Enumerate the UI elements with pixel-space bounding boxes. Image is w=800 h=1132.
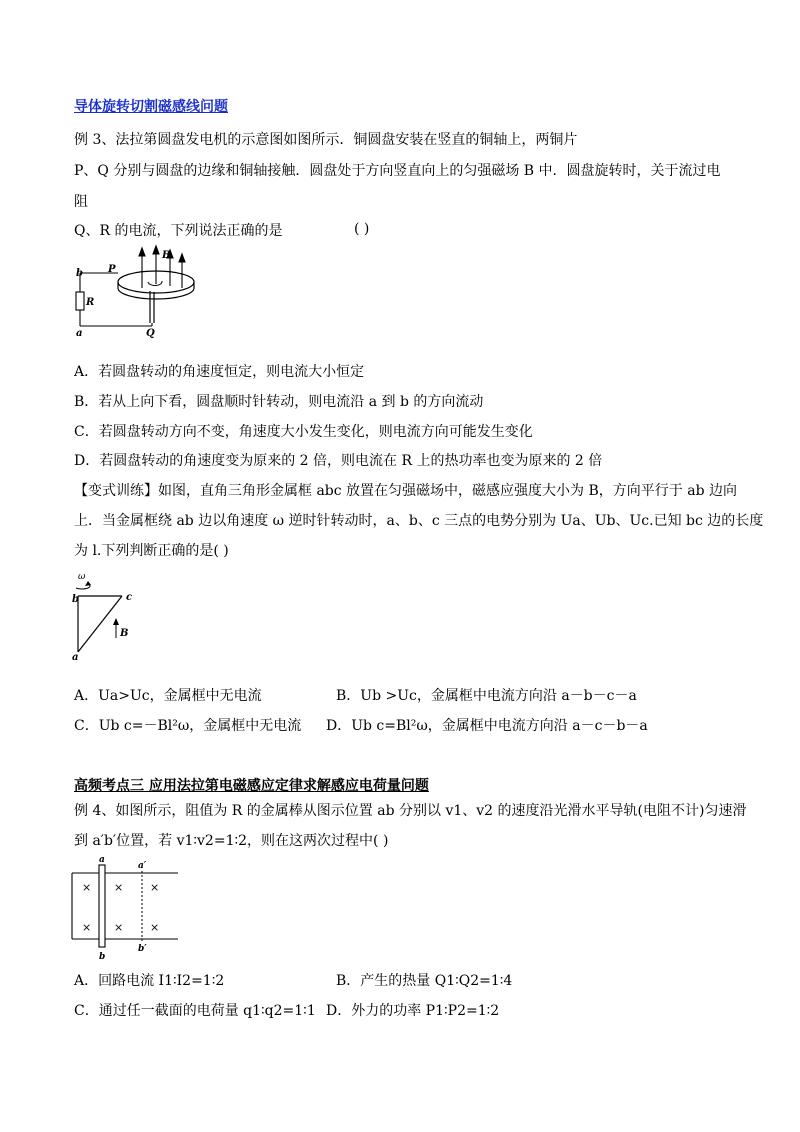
- label-omega: ω: [78, 572, 86, 582]
- variant-option-d[interactable]: D．Ub c=Bl²ω，金属框中电流方向沿 a－c－b－a: [326, 718, 648, 734]
- label-R: R: [86, 297, 95, 308]
- variant-option-a[interactable]: A．Ua>Uc，金属框中无电流: [74, 688, 262, 704]
- label-a: a: [76, 328, 83, 339]
- label-rail-b-prime: b′: [138, 944, 147, 954]
- variant-line1: 【变式训练】如图，直角三角形金属框 abc 放置在匀强磁场中，磁感应强度大小为 B，方向平行于 ab 边向: [74, 483, 737, 499]
- rail-figure: [70, 853, 185, 963]
- ex3-line1: 例 3、法拉第圆盘发电机的示意图如图所示．铜圆盘安装在竖直的铜轴上，两铜片: [74, 132, 578, 148]
- variant-option-b[interactable]: B．Ub >Uc，金属框中电流方向沿 a－b－c－a: [336, 688, 637, 704]
- triangle-frame-figure: [70, 570, 140, 662]
- ex3-line3: 阻: [74, 194, 88, 210]
- variant-option-c[interactable]: C．Ub c=－Bl²ω，金属框中无电流: [74, 718, 302, 734]
- ex4-option-c[interactable]: C．通过任一截面的电荷量 q1∶q2=1∶1: [74, 1003, 316, 1019]
- ex3-option-d[interactable]: D．若圆盘转动的角速度变为原来的 2 倍，则电流在 R 上的热功率也变为原来的 2 倍: [74, 453, 603, 469]
- label-tri-B: B: [120, 628, 129, 639]
- ex4-option-d[interactable]: D．外力的功率 P1∶P2=1∶2: [326, 1003, 500, 1019]
- label-B: B: [162, 250, 171, 261]
- ex3-option-a[interactable]: A．若圆盘转动的角速度恒定，则电流大小恒定: [74, 364, 365, 380]
- label-rail-a-prime: a′: [138, 861, 147, 871]
- variant-line3: 为 l.下列判断正确的是( ): [74, 543, 229, 559]
- variant-line2: 上．当金属框绕 ab 边以角速度 ω 逆时针转动时，a、b、c 三点的电势分别为 Ua、Ub、Uc.已知 bc 边的长度: [74, 513, 764, 529]
- label-rail-b: b: [99, 952, 106, 962]
- ex4-option-a[interactable]: A．回路电流 I1∶I2=1∶2: [74, 973, 225, 989]
- label-tri-c: c: [126, 592, 133, 603]
- field-crosses: [82, 881, 159, 934]
- label-rail-a: a: [99, 855, 105, 865]
- cross-3: ×: [150, 881, 160, 894]
- ex3-line2: P、Q 分别与圆盘的边缘和铜轴接触．圆盘处于方向竖直向上的匀强磁场 B 中．圆盘旋转时，关于流过电: [74, 163, 721, 179]
- cross-2: ×: [114, 881, 124, 894]
- cross-6: ×: [150, 921, 160, 934]
- cross-5: ×: [114, 921, 124, 934]
- label-P: P: [108, 264, 116, 275]
- section-heading-rotation[interactable]: 导体旋转切割磁感线问题: [74, 99, 228, 115]
- cross-4: ×: [82, 921, 92, 934]
- ex3-answer-paren: ( ): [354, 221, 370, 237]
- label-Q: Q: [146, 328, 155, 339]
- cross-1: ×: [82, 881, 92, 894]
- ex4-line1: 例 4、如图所示，阻值为 R 的金属棒从图示位置 ab 分别以 v1、v2 的速度沿光滑水平导轨(电阻不计)匀速滑: [74, 803, 747, 819]
- ex3-option-c[interactable]: C．若圆盘转动方向不变，角速度大小发生变化，则电流方向可能发生变化: [74, 424, 533, 440]
- ex4-line2: 到 a′b′位置，若 v1∶v2=1∶2，则在这两次过程中( ): [74, 833, 389, 849]
- ex3-line4: Q、R 的电流，下列说法正确的是: [74, 223, 283, 239]
- ex4-option-b[interactable]: B．产生的热量 Q1∶Q2=1∶4: [336, 973, 513, 989]
- label-b: b: [76, 268, 83, 279]
- label-tri-b: b: [72, 594, 79, 605]
- label-tri-a: a: [72, 652, 79, 663]
- faraday-disk-figure: [70, 248, 220, 338]
- ex3-option-b[interactable]: B．若从上向下看，圆盘顺时针转动，则电流沿 a 到 b 的方向流动: [74, 394, 484, 410]
- section-heading-charge[interactable]: 高频考点三 应用法拉第电磁感应定律求解感应电荷量问题: [74, 778, 429, 794]
